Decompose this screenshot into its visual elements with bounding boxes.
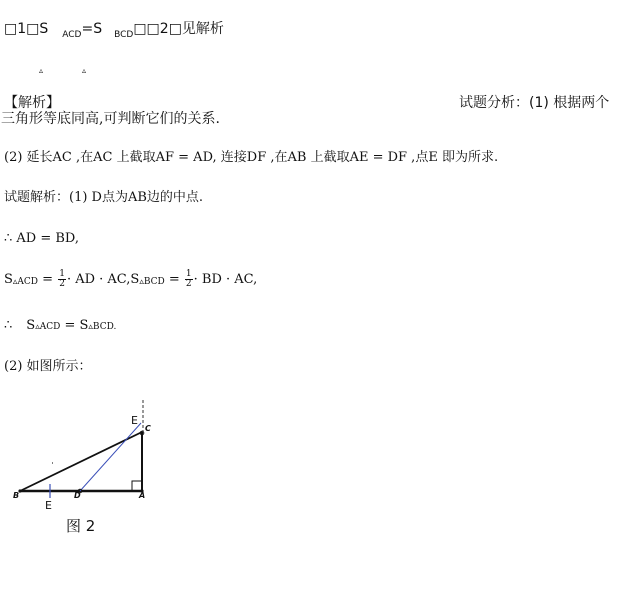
formula-eq-2: = bbox=[164, 272, 184, 287]
therefore-symbol: ∴ bbox=[4, 317, 13, 333]
analysis-line-5: ∴ AD = BD, bbox=[4, 231, 80, 246]
analysis-heading: 【解析】 bbox=[4, 95, 60, 111]
conclusion-sub-bcd: ▵BCD. bbox=[88, 322, 117, 332]
formula-sub-acd: ▵ACD bbox=[12, 276, 39, 287]
analysis-line-4: 试题解析：(1) D点为AB边的中点. bbox=[4, 190, 204, 205]
triangle-mark-1: ▵ bbox=[39, 66, 44, 75]
formula-part-1: · AD · AC,S bbox=[66, 272, 140, 287]
answer-prefix: □1□S bbox=[4, 21, 49, 37]
label-b: B bbox=[13, 491, 20, 500]
answer-sub-acd: ACD bbox=[62, 29, 82, 40]
formula-s: S bbox=[4, 272, 13, 287]
answer-eq: =S bbox=[81, 21, 103, 37]
label-a: A bbox=[139, 491, 146, 500]
analysis-line-8: (2) 如图所示： bbox=[4, 359, 92, 374]
analysis-line-2: 三角形等底同高,可判断它们的关系. bbox=[1, 111, 220, 127]
half-num-2: 1 bbox=[185, 269, 192, 279]
label-d: D bbox=[74, 491, 81, 500]
analysis-line-3: (2) 延长AC ,在AC 上截取AF = AD, 连接DF ,在AB 上截取AE = DF ,点E 即为所求. bbox=[4, 150, 499, 165]
conclusion-eq: = S bbox=[60, 317, 89, 333]
label-c: C bbox=[145, 424, 151, 433]
right-angle-mark bbox=[132, 481, 142, 491]
answer-suffix: □□2□见解析 bbox=[133, 21, 224, 37]
figure-caption: 图 2 bbox=[66, 517, 96, 535]
formula-sub-bcd: ▵BCD bbox=[139, 276, 165, 287]
half-den-2: 2 bbox=[185, 279, 192, 289]
formula-part-2: · BD · AC, bbox=[193, 272, 258, 287]
formula-eq: = bbox=[38, 272, 58, 287]
triangle-mark-2: ▵ bbox=[82, 66, 87, 75]
side-bc bbox=[20, 432, 142, 491]
label-e-bottom: E bbox=[45, 499, 52, 512]
half-num-1: 1 bbox=[59, 269, 65, 279]
label-e-top: E bbox=[131, 414, 138, 427]
half-den-1: 2 bbox=[59, 279, 65, 289]
analysis-right-text: 试题分析：(1) 根据两个 bbox=[459, 95, 610, 111]
conclusion-s1: S bbox=[26, 317, 36, 333]
answer-sub-bcd: BCD bbox=[114, 29, 134, 40]
conclusion-sub-acd: ▵ACD bbox=[35, 322, 61, 332]
